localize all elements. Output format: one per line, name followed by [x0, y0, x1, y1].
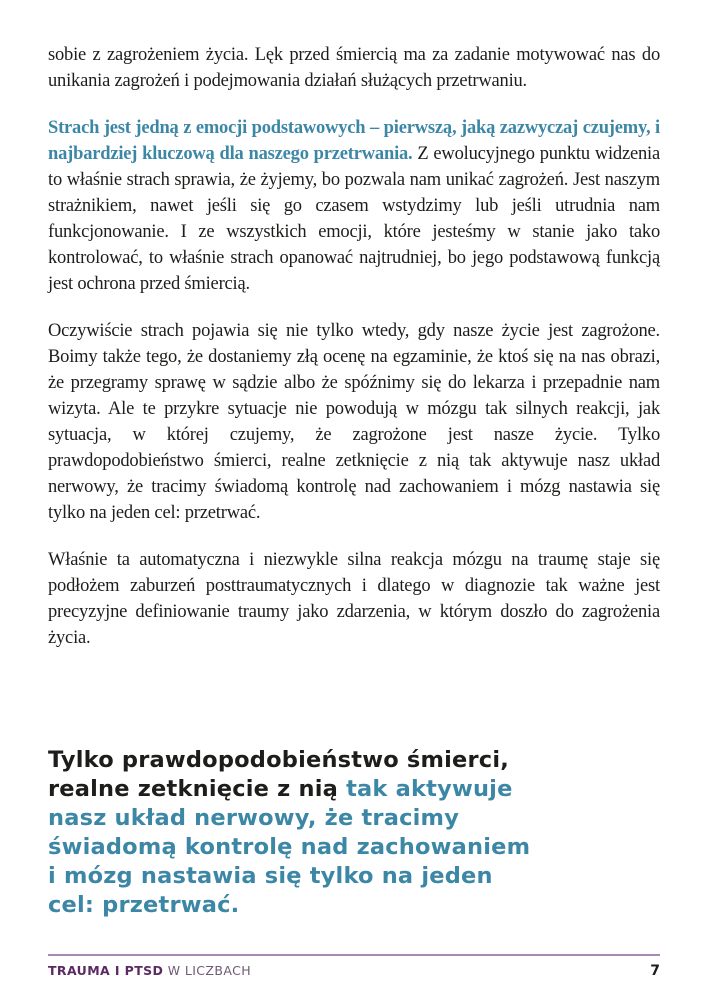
body-paragraph-3: Oczywiście strach pojawia się nie tylko wtedy, gdy nasze życie jest zagrożone. Boimy także tego, że dostaniemy złą ocenę na egzaminie, że ktoś się na nas obrazi, że przegramy sprawę w sądzie albo że spóźnimy się do lekarza i przepadnie nam wizyta. Ale te przykre sytuacje nie powodują w mózgu tak silnych reakcji, jak sytuacja, w której czujemy, że zagrożone jest nasze życie. Tylko prawdopodobieństwo śmierci, realne zetknięcie z nią tak aktywuje nasz układ nerwowy, że tracimy świadomą kontrolę nad zachowaniem i mózg nastawia się tylko na jeden cel: przetrwać.	[48, 321, 660, 523]
pull-quote-line	[48, 804, 530, 833]
pull-quote-line	[48, 862, 530, 891]
pull-quote-dark-segment: Tylko prawdopodobieństwo śmierci,	[48, 747, 509, 773]
footer-series-title-rest: W LICZBACH	[163, 963, 252, 978]
page-number: 7	[650, 963, 660, 979]
body-paragraph-4: Właśnie ta automatyczna i niezwykle silna reakcja mózgu na traumę staje się podłożem zaburzeń posttraumatycznych i dlatego w diagnozie tak ważne jest precyzyjne definiowanie traumy jako zdarzenia, w którym doszło do zagrożenia życia.	[48, 550, 660, 648]
pull-quote-line	[48, 775, 530, 804]
pull-quote-teal-segment: tak aktywuje	[346, 776, 513, 802]
body-text-column	[48, 42, 660, 672]
lead-sentence: Strach jest jedną z emocji podstawowych – pierwszą, jaką zazwyczaj czujemy, i najbardziej kluczową dla naszego przetrwania.	[48, 118, 660, 164]
pull-quote-teal-segment: nasz układ nerwowy, że tracimy	[48, 805, 460, 831]
footer	[48, 954, 660, 979]
body-paragraph-2	[48, 115, 660, 297]
pull-quote-line	[48, 833, 530, 862]
pull-quote-teal-segment: i mózg nastawia się tylko na jeden	[48, 863, 493, 889]
body-paragraph-2-rest: Z ewolucyjnego punktu widzenia to właśnie strach sprawia, że żyjemy, bo pozwala nam unikać zagrożeń. Jest naszym strażnikiem, nawet jeśli się go czasem wstydzimy lub jeśli utrudnia nam funkcjonowanie. I ze wszystkich emocji, które jesteśmy w stanie jako tako kontrolować, to właśnie strach opanować najtrudniej, bo jego podstawową funkcją jest ochrona przed śmiercią.	[48, 144, 660, 294]
body-paragraph-1: sobie z zagrożeniem życia. Lęk przed śmiercią ma za zadanie motywować nas do unikania zagrożeń i podejmowania działań służących przetrwaniu.	[48, 45, 660, 91]
pull-quote-line	[48, 746, 530, 775]
pull-quote-line	[48, 891, 530, 920]
footer-series-title	[48, 963, 251, 978]
footer-series-title-bold: TRAUMA I PTSD	[48, 963, 164, 978]
pull-quote	[48, 746, 530, 920]
pull-quote-dark-segment: realne zetknięcie z nią	[48, 776, 347, 802]
pull-quote-teal-segment: cel: przetrwać.	[48, 892, 240, 918]
pull-quote-teal-segment: świadomą kontrolę nad zachowaniem	[48, 834, 531, 860]
